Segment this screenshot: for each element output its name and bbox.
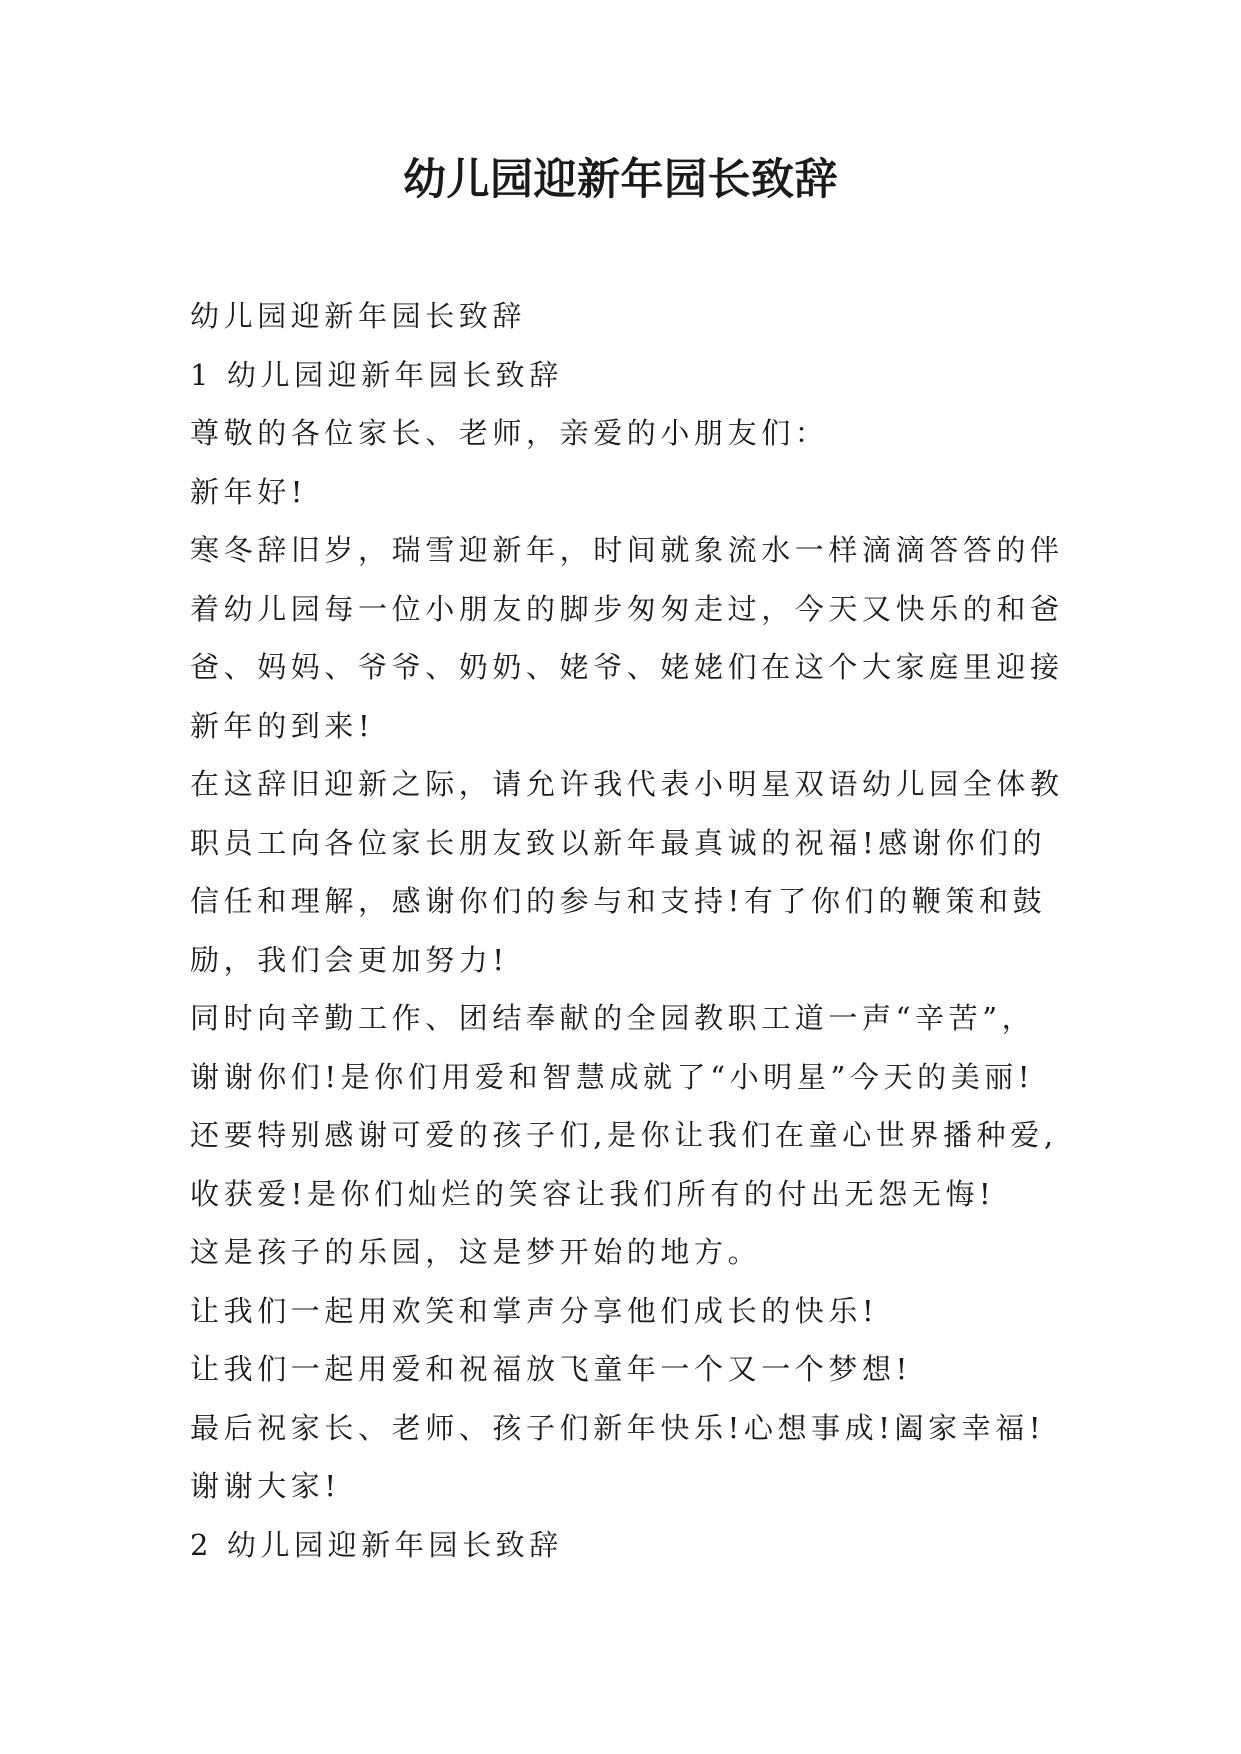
paragraph-line: 寒冬辞旧岁，瑞雪迎新年，时间就象流水一样滴滴答答的伴 bbox=[190, 533, 1064, 567]
paragraph-line: 谢谢你们!是你们用爱和智慧成就了“小明星”今天的美丽! bbox=[190, 1059, 1035, 1094]
paragraph-line: 信任和理解，感谢你们的参与和支持!有了你们的鞭策和鼓 bbox=[190, 884, 1047, 918]
paragraph-line: 这是孩子的乐园，这是梦开始的地方。 bbox=[190, 1235, 762, 1269]
closing-line: 谢谢大家! bbox=[190, 1469, 341, 1503]
paragraph-line: 励，我们会更加努力! bbox=[190, 942, 509, 977]
document-body bbox=[190, 287, 1075, 1574]
greeting-line: 新年好! bbox=[190, 474, 308, 509]
section-heading-2: 2 幼儿园迎新年园长致辞 bbox=[190, 1527, 563, 1562]
paragraph-line: 同时向辛勤工作、团结奉献的全园教职工道一声“辛苦”， bbox=[190, 1001, 1036, 1035]
paragraph-line: 还要特别感谢可爱的孩子们,是你让我们在童心世界播种爱, bbox=[190, 1118, 1058, 1152]
document-title: 幼儿园迎新年园长致辞 bbox=[403, 155, 838, 205]
paragraph-line: 爸、妈妈、爷爷、奶奶、姥爷、姥姥们在这个大家庭里迎接 bbox=[190, 650, 1064, 684]
paragraph-line: 让我们一起用爱和祝福放飞童年一个又一个梦想! bbox=[190, 1352, 912, 1386]
salutation-line: 尊敬的各位家长、老师，亲爱的小朋友们： bbox=[190, 416, 829, 450]
section-heading-1: 1 幼儿园迎新年园长致辞 bbox=[190, 357, 563, 392]
paragraph-line: 最后祝家长、老师、孩子们新年快乐!心想事成!阖家幸福! bbox=[190, 1410, 1046, 1445]
paragraph-line: 让我们一起用欢笑和掌声分享他们成长的快乐! bbox=[190, 1293, 879, 1328]
paragraph-line: 职员工向各位家长朋友致以新年最真诚的祝福!感谢你们的 bbox=[190, 825, 1047, 860]
subtitle-line: 幼儿园迎新年园长致辞 bbox=[190, 299, 527, 333]
paragraph-line: 在这辞旧迎新之际，请允许我代表小明星双语幼儿园全体教 bbox=[190, 767, 1064, 801]
paragraph-line: 新年的到来! bbox=[190, 708, 375, 743]
paragraph-line: 着幼儿园每一位小朋友的脚步匆匆走过，今天又快乐的和爸 bbox=[190, 591, 1064, 626]
paragraph-line: 收获爱!是你们灿烂的笑容让我们所有的付出无怨无悔! bbox=[190, 1176, 996, 1211]
